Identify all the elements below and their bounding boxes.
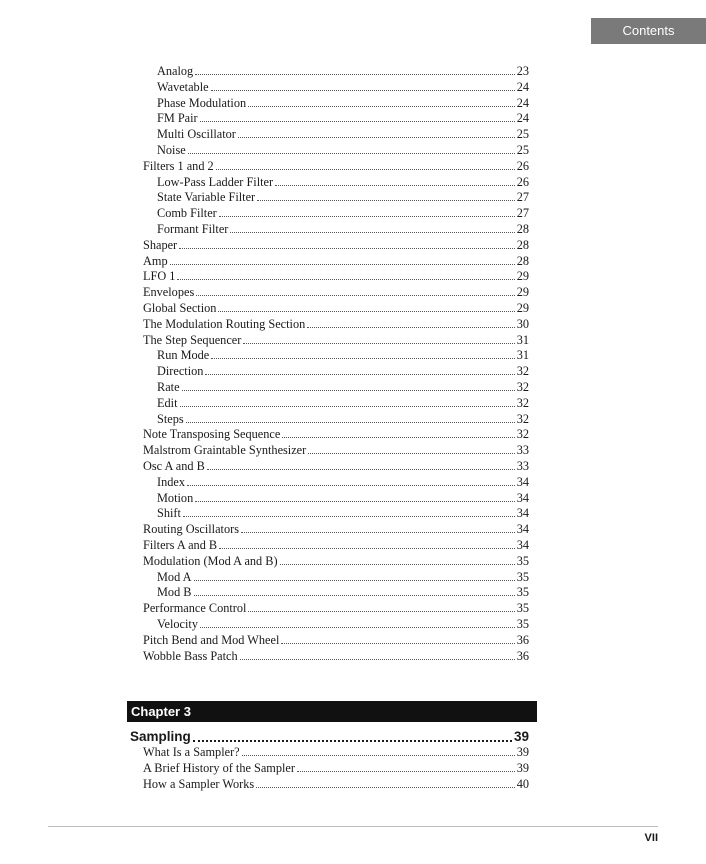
- toc-entry-label: Filters A and B: [143, 538, 218, 552]
- dot-leader: [187, 475, 515, 486]
- toc-entry-label: Modulation (Mod A and B): [143, 553, 278, 568]
- toc-entry-page: 26: [516, 174, 529, 189]
- toc-entry[interactable]: [157, 142, 529, 158]
- toc-entry-page: 36: [516, 632, 529, 647]
- dot-leader: [177, 269, 514, 280]
- toc-entry-label: Noise: [157, 143, 186, 157]
- toc-entry-page: 27: [516, 206, 529, 221]
- dot-leader: [186, 412, 515, 423]
- toc-entry-page: 24: [516, 79, 529, 94]
- toc-entry-label: Steps: [157, 411, 184, 426]
- dot-leader: [238, 127, 515, 138]
- toc-entry-label: Velocity: [157, 617, 198, 631]
- toc-entry-label: Phase Modulation: [157, 95, 247, 110]
- toc-entry-page: 35: [516, 569, 529, 584]
- toc-entry[interactable]: [157, 110, 529, 126]
- toc-entry[interactable]: [143, 521, 529, 537]
- dot-leader: [211, 80, 515, 91]
- dot-leader: [241, 522, 515, 533]
- toc-entry[interactable]: [157, 174, 529, 190]
- toc-entry[interactable]: [143, 632, 529, 648]
- toc-entry-label: A Brief History of the Sampler: [143, 760, 295, 775]
- toc-entry[interactable]: [143, 776, 529, 792]
- toc-entry-page: 28: [516, 222, 529, 236]
- dot-leader: [282, 427, 514, 438]
- toc-entry[interactable]: [143, 442, 529, 458]
- toc-entry-label: Note Transposing Sequence: [143, 427, 281, 442]
- dot-leader: [248, 96, 515, 107]
- toc-entry[interactable]: [157, 189, 529, 205]
- toc-entry-page: 33: [516, 459, 529, 473]
- toc-entry[interactable]: [143, 237, 529, 253]
- toc-entry-page: 32: [516, 411, 529, 426]
- toc-entry-page: 25: [516, 127, 529, 142]
- dot-leader: [200, 617, 515, 628]
- toc-entry[interactable]: [143, 158, 529, 174]
- toc-entry-page: 24: [516, 111, 529, 126]
- dot-leader: [188, 143, 515, 154]
- toc-entry-page: 32: [516, 364, 529, 379]
- toc-entry[interactable]: [143, 648, 529, 664]
- toc-entry-label: Shift: [157, 506, 181, 521]
- toc-entry-label: Malstrom Graintable Synthesizer: [143, 443, 307, 458]
- toc-entry-page: 35: [516, 601, 529, 616]
- toc-entry-label: Mod B: [157, 585, 192, 600]
- toc-entry-label: Formant Filter: [157, 222, 229, 236]
- contents-tab: Contents: [591, 18, 706, 44]
- toc-entry-label: Envelopes: [143, 285, 195, 300]
- toc-entry-page: 32: [516, 380, 529, 394]
- toc-entry-page: 40: [516, 776, 529, 791]
- toc-entry-page: 35: [516, 617, 529, 631]
- toc-entry-label: Pitch Bend and Mod Wheel: [143, 632, 280, 647]
- toc-entry-page: 29: [516, 269, 529, 284]
- toc-entry-label: Amp: [143, 253, 168, 268]
- dot-leader: [257, 190, 515, 201]
- dot-leader: [195, 64, 515, 75]
- toc-entry[interactable]: [157, 569, 529, 585]
- toc-entry-page: 36: [516, 648, 529, 663]
- toc-entry-page: 34: [516, 474, 529, 489]
- toc-entry[interactable]: [143, 316, 529, 332]
- toc-entry-page: 28: [516, 253, 529, 268]
- dot-leader: [243, 333, 514, 344]
- toc-entry[interactable]: [157, 63, 529, 79]
- footer-divider: [48, 826, 658, 827]
- toc-entry-page: 26: [516, 158, 529, 173]
- dot-leader: [248, 601, 514, 612]
- toc-entry[interactable]: [143, 253, 529, 269]
- toc-entry-label: Routing Oscillators: [143, 522, 239, 537]
- toc-entry-page: 35: [516, 553, 529, 568]
- dot-leader: [205, 364, 514, 375]
- toc-entry[interactable]: [143, 458, 529, 474]
- toc-entry[interactable]: [143, 426, 529, 442]
- toc-entry-page: 39: [516, 760, 529, 775]
- toc-entry-label: Wavetable: [157, 79, 209, 94]
- toc-entry-page: 29: [516, 301, 529, 315]
- toc-entry-label: Shaper: [143, 237, 178, 252]
- toc-entry-page: 32: [516, 395, 529, 410]
- toc-entry[interactable]: [157, 347, 529, 363]
- section-page-number: 39: [513, 729, 529, 744]
- dot-leader: [230, 222, 514, 233]
- toc-entry-label: Performance Control: [143, 601, 247, 616]
- dot-leader: [207, 459, 515, 470]
- toc-entry[interactable]: [143, 268, 529, 284]
- toc-entry-page: 35: [516, 585, 529, 600]
- dot-leader: [308, 443, 514, 454]
- toc-entry-label: Rate: [157, 380, 180, 394]
- toc-entry-label: Filters 1 and 2: [143, 158, 214, 173]
- toc-entry[interactable]: [157, 505, 529, 521]
- toc-entry-label: Low-Pass Ladder Filter: [157, 174, 274, 189]
- toc-entry-label: State Variable Filter: [157, 190, 256, 205]
- dot-leader: [193, 730, 512, 742]
- toc-entry[interactable]: [143, 600, 529, 616]
- toc-entry-label: Multi Oscillator: [157, 127, 236, 142]
- toc-entry-page: 39: [516, 745, 529, 759]
- toc-entry-page: 30: [516, 316, 529, 331]
- toc-entry-page: 24: [516, 95, 529, 110]
- toc-entry[interactable]: [157, 616, 529, 632]
- dot-leader: [195, 491, 514, 502]
- toc-entry-label: Run Mode: [157, 348, 210, 363]
- toc-entry[interactable]: [143, 284, 529, 300]
- dot-leader: [275, 175, 515, 186]
- dot-leader: [297, 761, 515, 772]
- toc-entry[interactable]: [143, 332, 529, 348]
- toc-entry[interactable]: [157, 379, 529, 395]
- toc-entry-label: What Is a Sampler?: [143, 745, 240, 759]
- toc-entry-label: FM Pair: [157, 111, 198, 126]
- toc-entry-label: How a Sampler Works: [143, 776, 255, 791]
- toc-entry[interactable]: [157, 95, 529, 111]
- toc-entry-page: 31: [516, 348, 529, 363]
- dot-leader: [179, 238, 515, 249]
- section-title: Sampling: [130, 729, 191, 744]
- toc-entry-label: Edit: [157, 395, 178, 410]
- toc-entry-page: 23: [516, 64, 529, 78]
- toc-entry-label: Mod A: [157, 569, 192, 584]
- toc-entry-label: Comb Filter: [157, 206, 217, 221]
- toc-entry[interactable]: [143, 300, 529, 316]
- toc-entry[interactable]: [157, 474, 529, 490]
- toc-entry-page: 25: [516, 143, 529, 157]
- toc-entry[interactable]: [157, 126, 529, 142]
- toc-entry-label: The Step Sequencer: [143, 332, 242, 347]
- dot-leader: [183, 506, 515, 517]
- toc-entry-label: Analog: [157, 64, 194, 78]
- toc-entry[interactable]: [143, 760, 529, 776]
- dot-leader: [218, 301, 514, 312]
- dot-leader: [200, 111, 515, 122]
- dot-leader: [180, 396, 515, 407]
- toc-entry-page: 34: [516, 490, 529, 505]
- dot-leader: [182, 380, 515, 391]
- dot-leader: [194, 585, 515, 596]
- toc-entry[interactable]: [143, 553, 529, 569]
- toc-entry-page: 34: [516, 538, 529, 552]
- chapter-heading: Chapter 3: [127, 701, 537, 722]
- toc-entry-label: The Modulation Routing Section: [143, 316, 306, 331]
- toc-entry[interactable]: [157, 363, 529, 379]
- toc-entry[interactable]: [157, 205, 529, 221]
- toc-entry[interactable]: [157, 490, 529, 506]
- toc-entry-label: Osc A and B: [143, 459, 205, 473]
- dot-leader: [307, 317, 514, 328]
- dot-leader: [280, 554, 515, 565]
- dot-leader: [219, 206, 515, 217]
- dot-leader: [240, 649, 515, 660]
- toc-entry-label: Global Section: [143, 301, 217, 315]
- toc-entry-label: Index: [157, 474, 185, 489]
- toc-entry-page: 34: [516, 506, 529, 521]
- toc-entry-page: 32: [516, 427, 529, 442]
- toc-entry-label: LFO 1: [143, 269, 176, 284]
- toc-entry[interactable]: [157, 584, 529, 600]
- toc-entry[interactable]: [157, 221, 529, 237]
- toc-entry[interactable]: [157, 411, 529, 427]
- dot-leader: [216, 159, 515, 170]
- toc-entry-label: Direction: [157, 364, 204, 379]
- dot-leader: [242, 745, 515, 756]
- dot-leader: [281, 633, 514, 644]
- toc-entry-label: Motion: [157, 490, 194, 505]
- toc-entry-page: 29: [516, 285, 529, 300]
- toc-entry[interactable]: [157, 395, 529, 411]
- dot-leader: [219, 538, 515, 549]
- page-number: VII: [644, 832, 658, 844]
- toc-entry[interactable]: [143, 537, 529, 553]
- toc-entry[interactable]: [157, 79, 529, 95]
- dot-leader: [211, 348, 514, 359]
- toc-entry-page: 27: [516, 190, 529, 205]
- dot-leader: [194, 570, 515, 581]
- toc-entry-page: 28: [516, 237, 529, 252]
- dot-leader: [170, 254, 515, 265]
- toc-entry-page: 33: [516, 443, 529, 458]
- dot-leader: [256, 777, 515, 788]
- toc-entry-label: Wobble Bass Patch: [143, 648, 238, 663]
- dot-leader: [196, 285, 514, 296]
- toc-entry-page: 34: [516, 522, 529, 537]
- toc-entry-page: 31: [516, 332, 529, 347]
- toc-entry[interactable]: [143, 744, 529, 760]
